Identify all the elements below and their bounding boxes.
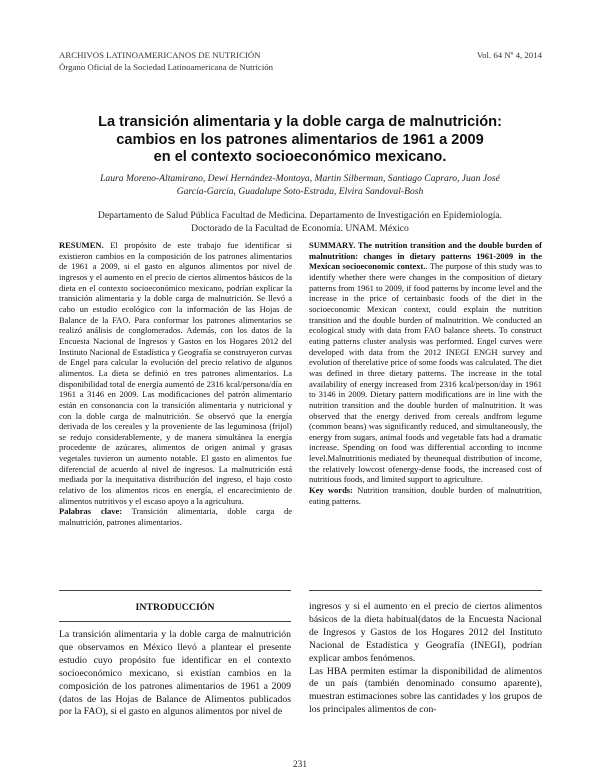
article-title [40, 114, 560, 167]
journal-name: ARCHIVOS LATINOAMERICANOS DE NUTRICIÓN [59, 50, 261, 60]
affiliation-line-1: Departamento de Salud Pública Facultad de Medicina. Departamento de Investigación en Epidemiología. [97, 210, 503, 221]
intro-right-column [309, 601, 542, 717]
resumen-paragraph [59, 240, 292, 506]
resumen-keywords [59, 506, 292, 527]
resumen-label: RESUMEN. [59, 240, 104, 250]
page-number: 231 [292, 760, 308, 770]
summary-keywords-label: Key words: [309, 485, 353, 496]
resumen-text: El propósito de este trabajo fue identificar si existieron cambios en la composición de los patrones alimentarios de 1961 a 2009, si el gasto en algunos alimentos por nivel de ingresos y el aumento en el precio de ciertos alimentos básicos de la dieta en el contexto socioeconómico mexicano, podrían explicar la transición alimentaria y la doble carga de malnutrición. Se llevó a cabo un estudio ecológico con la información de las Hojas de Balance de la FAO. Para conformar los patrones alimentarios se realizó análisis de conglomerados. Además, con los datos de la Encuesta Nacional de Ingresos y Gastos en los Hogares 2012 del Instituto Nacional de Estadística y Geografía se construyeron curvas de Engel para calcular la evolución del precio relativo de algunos alimentos. La dieta se definió en tres patrones alimentarios. La disponibilidad total de energía aumentó de 2316 kcal/persona/día en 1961 a 3146 en 2009. Las modificaciones del patrón alimentario están en consonancia con la transición alimentaria y nutricional y con la doble carga de malnutrición. Se observó que la energía derivada de los cereales y la proveniente de las leguminosa (frijol) se redujo considerablemente, y de manera simultánea la energía procedente de azúcares, alimentos de origen animal y grasas vegetales tuvieron un aumento notable. El gasto en alimentos fue diferencial de acuerdo al nivel de ingresos. La malnutrición está mediada por la inequitativa distribución del ingreso, el bajo costo relativo de los alimentos ricos en energía, el encarecimiento de alimentos nutritivos y el escaso apoyo a la agricultura. [59, 240, 292, 506]
title-line-2: cambios en los patrones alimentarios de 1961 a 2009 [116, 131, 484, 148]
journal-organ: Órgano Oficial de la Sociedad Latinoamericana de Nutrición [59, 62, 274, 72]
divider-right [309, 590, 542, 591]
journal-volume: Vol. 64 Nº 4, 2014 [476, 50, 542, 60]
authors-line-2: García-García, Guadalupe Soto-Estrada, Elvira Sandoval-Bosh [176, 186, 424, 197]
summary-label: SUMMARY. The nutrition transition and the double burden of malnutrition: changes in dietary patterns 1961-2009 in the Mexican socioeconomic context. [309, 240, 542, 272]
resumen-keywords-text: Transición alimentaria, doble carga de malnutrición, patrones alimentarios. [59, 506, 292, 528]
affiliation [58, 209, 542, 235]
authors-line-1: Laura Moreno-Altamirano, Dewi Hernández-Montoya, Martin Silberman, Santiago Capraro, Juan José [100, 173, 500, 184]
summary-block [309, 240, 542, 506]
summary-keywords-text: Nutrition transition, double burden of malnutrition, eating patterns. [309, 485, 542, 506]
divider-left-under-heading [59, 621, 291, 622]
resumen-block [59, 240, 292, 528]
author-list [56, 172, 544, 198]
intro-paragraph-1: La transición alimentaria y la doble carga de malnutrición que observamos en México llevó a plantear el presente estudio cuyo propósito fue identificar en el contexto socioeconómico mexicano, si existían cambios en la composición de los patrones alimentarios de 1961 a 2009 (datos de las Hojas de Balance de Alimentos publicados por la FAO), si el gasto en algunos alimentos por nivel de [59, 629, 291, 718]
intro-left-column [59, 629, 291, 719]
intro-paragraph-continued: ingresos y si el aumento en el precio de ciertos alimentos básicos de la dieta habitual(datos de la Encuesta Nacional de Ingresos y Gastos de los Hogares 2012 del Instituto Nacional de Estadística y Geografía (INEGI), podrían explicar ambos fenómenos. [309, 601, 542, 664]
section-heading-introduccion: INTRODUCCIÓN [135, 602, 215, 613]
title-line-1: La transición alimentaria y la doble carga de malnutrición: [98, 114, 502, 130]
summary-text: . The purpose of this study was to identify whether there were changes in the composition of dietary patterns from 1961 to 2009, if food patterns by income level and the increase in the price of certainbasic foods of the diet in the socioeconomic Mexican context, could explain the nutrition transition and the double burden of malnutrition. We conducted an ecological study with data from FAO balance sheets. To construct eating patterns cluster analysis was performed. Engel curves were developed with data from the 2012 INEGI ENGH survey and evolution of therelative price of some foods was calculated. The diet was defined in three dietary patterns. The increase in the total availability of energy increased from 2316 kcal/person/day in 1961 to 3146 in 2009. Dietary pattern modifications are in line with the nutrition transition and the double burden of malnutrition. It was observed that the energy derived from cereals andfrom legume (common beans) was significantly reduced, and simultaneously, the energy from sugars, animal foods and vegetable fats had a dramatic increase. Spending on food was differential according to income level.Malnutritionis mediated by theunequal distribution of income, the relatively lowcost ofenergy-dense foods, the increased cost of nutritious foods, and limited support to agriculture. [309, 261, 542, 485]
affiliation-line-2: Doctorado de la Facultad de Economía. UNAM. México [191, 223, 409, 234]
title-line-3: en el contexto socioeconómico mexicano. [153, 149, 447, 166]
intro-paragraph-2: Las HBA permiten estimar la disponibilidad de alimentos de un país (también denominado consumo aparente), muestran estimaciones sobre las cantidades y los grupos de los principales alimentos de con- [309, 665, 542, 716]
resumen-keywords-label: Palabras clave: [59, 506, 123, 517]
summary-keywords [309, 485, 542, 506]
summary-paragraph [309, 240, 542, 485]
divider-left [59, 590, 291, 591]
